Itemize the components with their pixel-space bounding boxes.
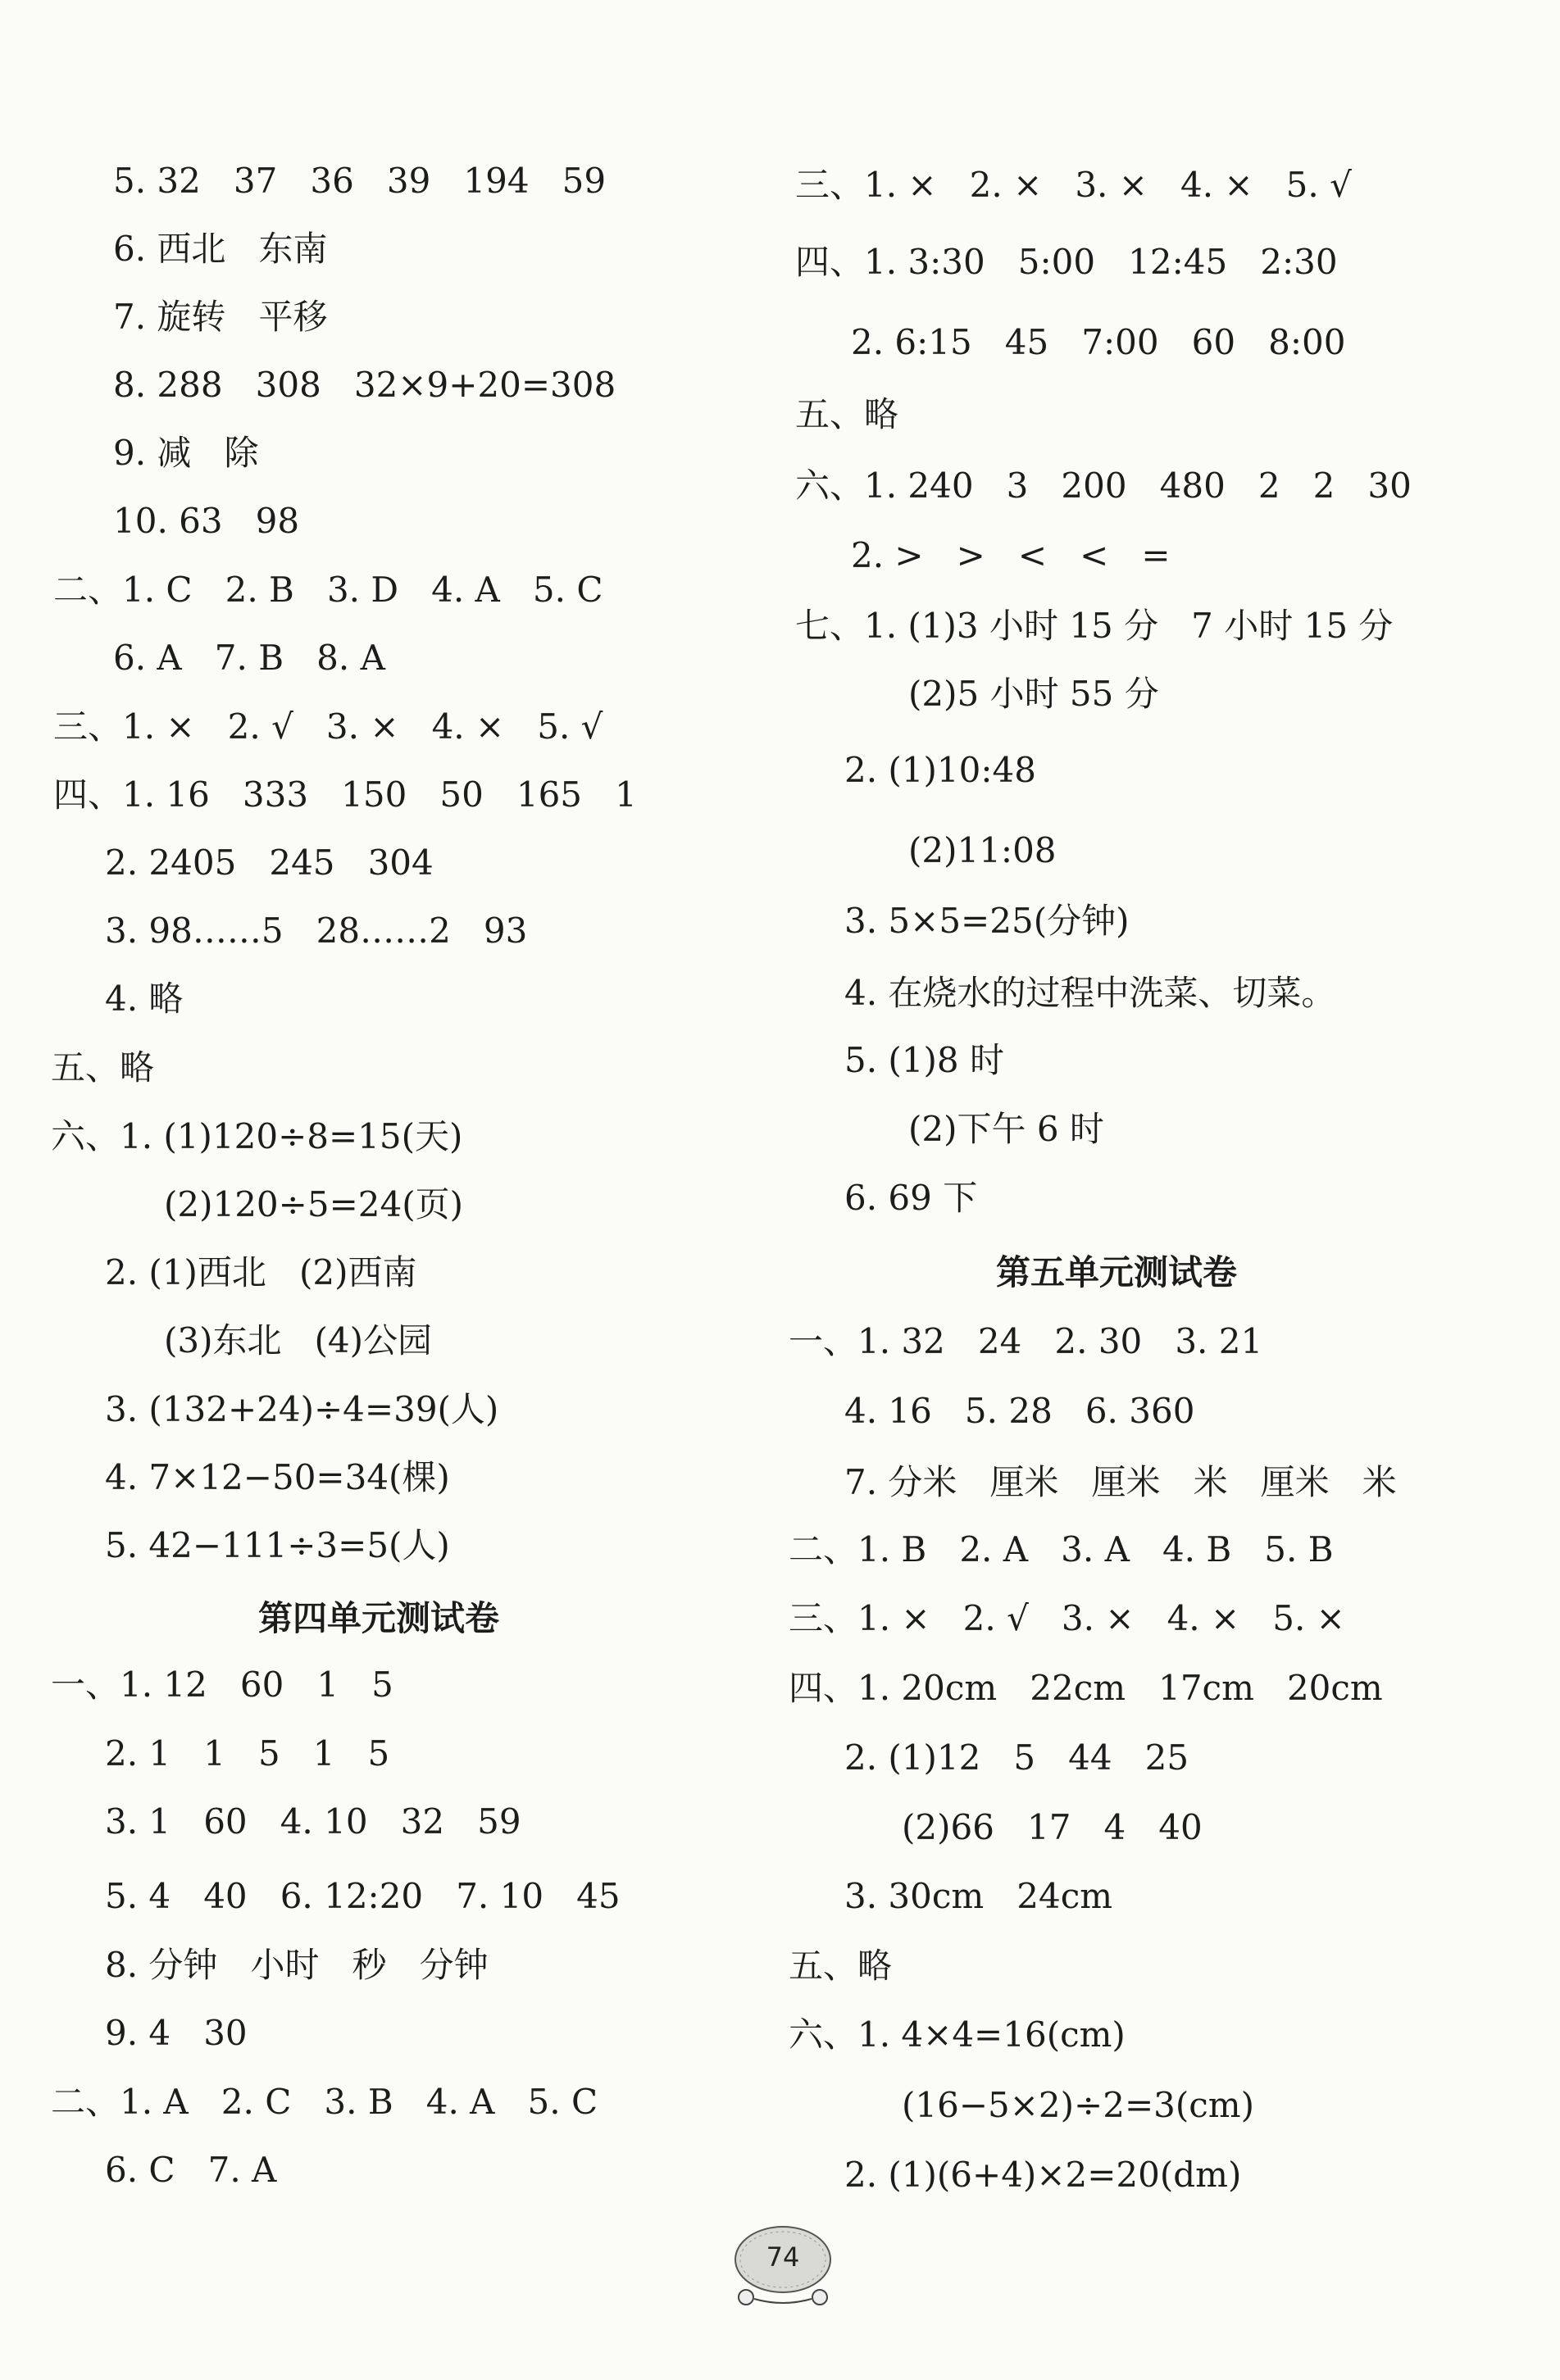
answer-line: 4. 7×12−50=34(棵) <box>105 1457 450 1497</box>
answer-line: 6. C 7. A <box>105 2150 277 2190</box>
answer-line: 8. 分钟 小时 秒 分钟 <box>105 1945 489 1985</box>
answer-line: 二、1. C 2. B 3. D 4. A 5. C <box>53 570 603 610</box>
answer-line: 2. (1)(6+4)×2=20(dm) <box>844 2155 1242 2195</box>
answer-line: 7. 旋转 平移 <box>113 297 328 337</box>
answer-line: 8. 288 308 32×9+20=308 <box>113 365 616 405</box>
answer-line: 五、略 <box>795 394 899 434</box>
answer-line: 二、1. A 2. C 3. B 4. A 5. C <box>51 2082 598 2122</box>
answer-line: 二、1. B 2. A 3. A 4. B 5. B <box>789 1529 1334 1569</box>
answer-line: (3)东北 (4)公园 <box>164 1320 433 1360</box>
answer-line: 9. 4 30 <box>105 2013 248 2053</box>
answer-line: 3. 5×5=25(分钟) <box>844 901 1130 941</box>
answer-line: (2)下午 6 时 <box>908 1109 1104 1149</box>
page-number-badge <box>730 2225 836 2311</box>
answer-line: 2. 2405 245 304 <box>105 843 434 883</box>
answer-line: 5. 4 40 6. 12:20 7. 10 45 <box>105 1876 621 1916</box>
answer-line: 4. 16 5. 28 6. 360 <box>844 1391 1195 1431</box>
answer-line: 四、1. 3:30 5:00 12:45 2:30 <box>795 242 1338 282</box>
answer-line: 六、1. 240 3 200 480 2 2 30 <box>795 466 1412 506</box>
answer-line: 四、1. 20cm 22cm 17cm 20cm <box>789 1668 1383 1708</box>
answer-line: (2)66 17 4 40 <box>902 1807 1203 1847</box>
answer-line: 3. 30cm 24cm <box>844 1876 1113 1916</box>
answer-line: 3. 98……5 28……2 93 <box>105 911 528 951</box>
answer-line: 四、1. 16 333 150 50 165 1 <box>53 774 637 815</box>
answer-line: 2. (1)10:48 <box>844 750 1036 790</box>
answer-line: 5. 42−111÷3=5(人) <box>105 1525 450 1565</box>
answer-line: 三、1. × 2. √ 3. × 4. × 5. × <box>789 1598 1345 1638</box>
answer-line: 2. (1)西北 (2)西南 <box>105 1252 417 1292</box>
answer-line: 6. 69 下 <box>844 1178 978 1218</box>
answer-line: 2. 6:15 45 7:00 60 8:00 <box>851 322 1346 362</box>
answer-line: (2)120÷5=24(页) <box>164 1184 463 1224</box>
answer-line: 5. 32 37 36 39 194 59 <box>113 161 607 201</box>
answer-line: (2)5 小时 55 分 <box>908 674 1159 714</box>
answer-line: 3. 1 60 4. 10 32 59 <box>105 1801 521 1842</box>
answer-line: 七、1. (1)3 小时 15 分 7 小时 15 分 <box>795 606 1394 646</box>
answer-line: 五、略 <box>789 1946 893 1986</box>
answer-line: 10. 63 98 <box>113 501 300 541</box>
answer-line: 三、1. × 2. √ 3. × 4. × 5. √ <box>53 706 603 747</box>
answer-line: 五、略 <box>51 1047 155 1088</box>
answer-line: 六、1. 4×4=16(cm) <box>789 2014 1126 2055</box>
answer-line: (16−5×2)÷2=3(cm) <box>902 2085 1254 2125</box>
section-title: 第四单元测试卷 <box>258 1598 500 1638</box>
answer-line: 3. (132+24)÷4=39(人) <box>105 1389 499 1429</box>
answer-line: 4. 在烧水的过程中洗菜、切菜。 <box>844 973 1336 1013</box>
answer-line: 一、1. 12 60 1 5 <box>51 1665 393 1705</box>
section-title: 第五单元测试卷 <box>996 1252 1238 1292</box>
answer-line: 2. > > < < = <box>851 535 1171 575</box>
answer-line: 6. A 7. B 8. A <box>113 638 385 678</box>
answer-line: 4. 略 <box>105 979 184 1019</box>
answer-line: (2)11:08 <box>908 830 1057 870</box>
answer-line: 7. 分米 厘米 厘米 米 厘米 米 <box>844 1462 1397 1502</box>
answer-line: 9. 减 除 <box>113 433 259 473</box>
page-number: 74 <box>766 2241 800 2273</box>
answer-line: 5. (1)8 时 <box>844 1040 1004 1080</box>
answer-line: 六、1. (1)120÷8=15(天) <box>51 1116 463 1156</box>
answer-line: 2. (1)12 5 44 25 <box>844 1737 1189 1778</box>
answer-line: 三、1. × 2. × 3. × 4. × 5. √ <box>795 165 1352 205</box>
answer-line: 一、1. 32 24 2. 30 3. 21 <box>789 1321 1263 1361</box>
answer-line: 6. 西北 东南 <box>113 229 328 269</box>
answer-line: 2. 1 1 5 1 5 <box>105 1733 390 1774</box>
